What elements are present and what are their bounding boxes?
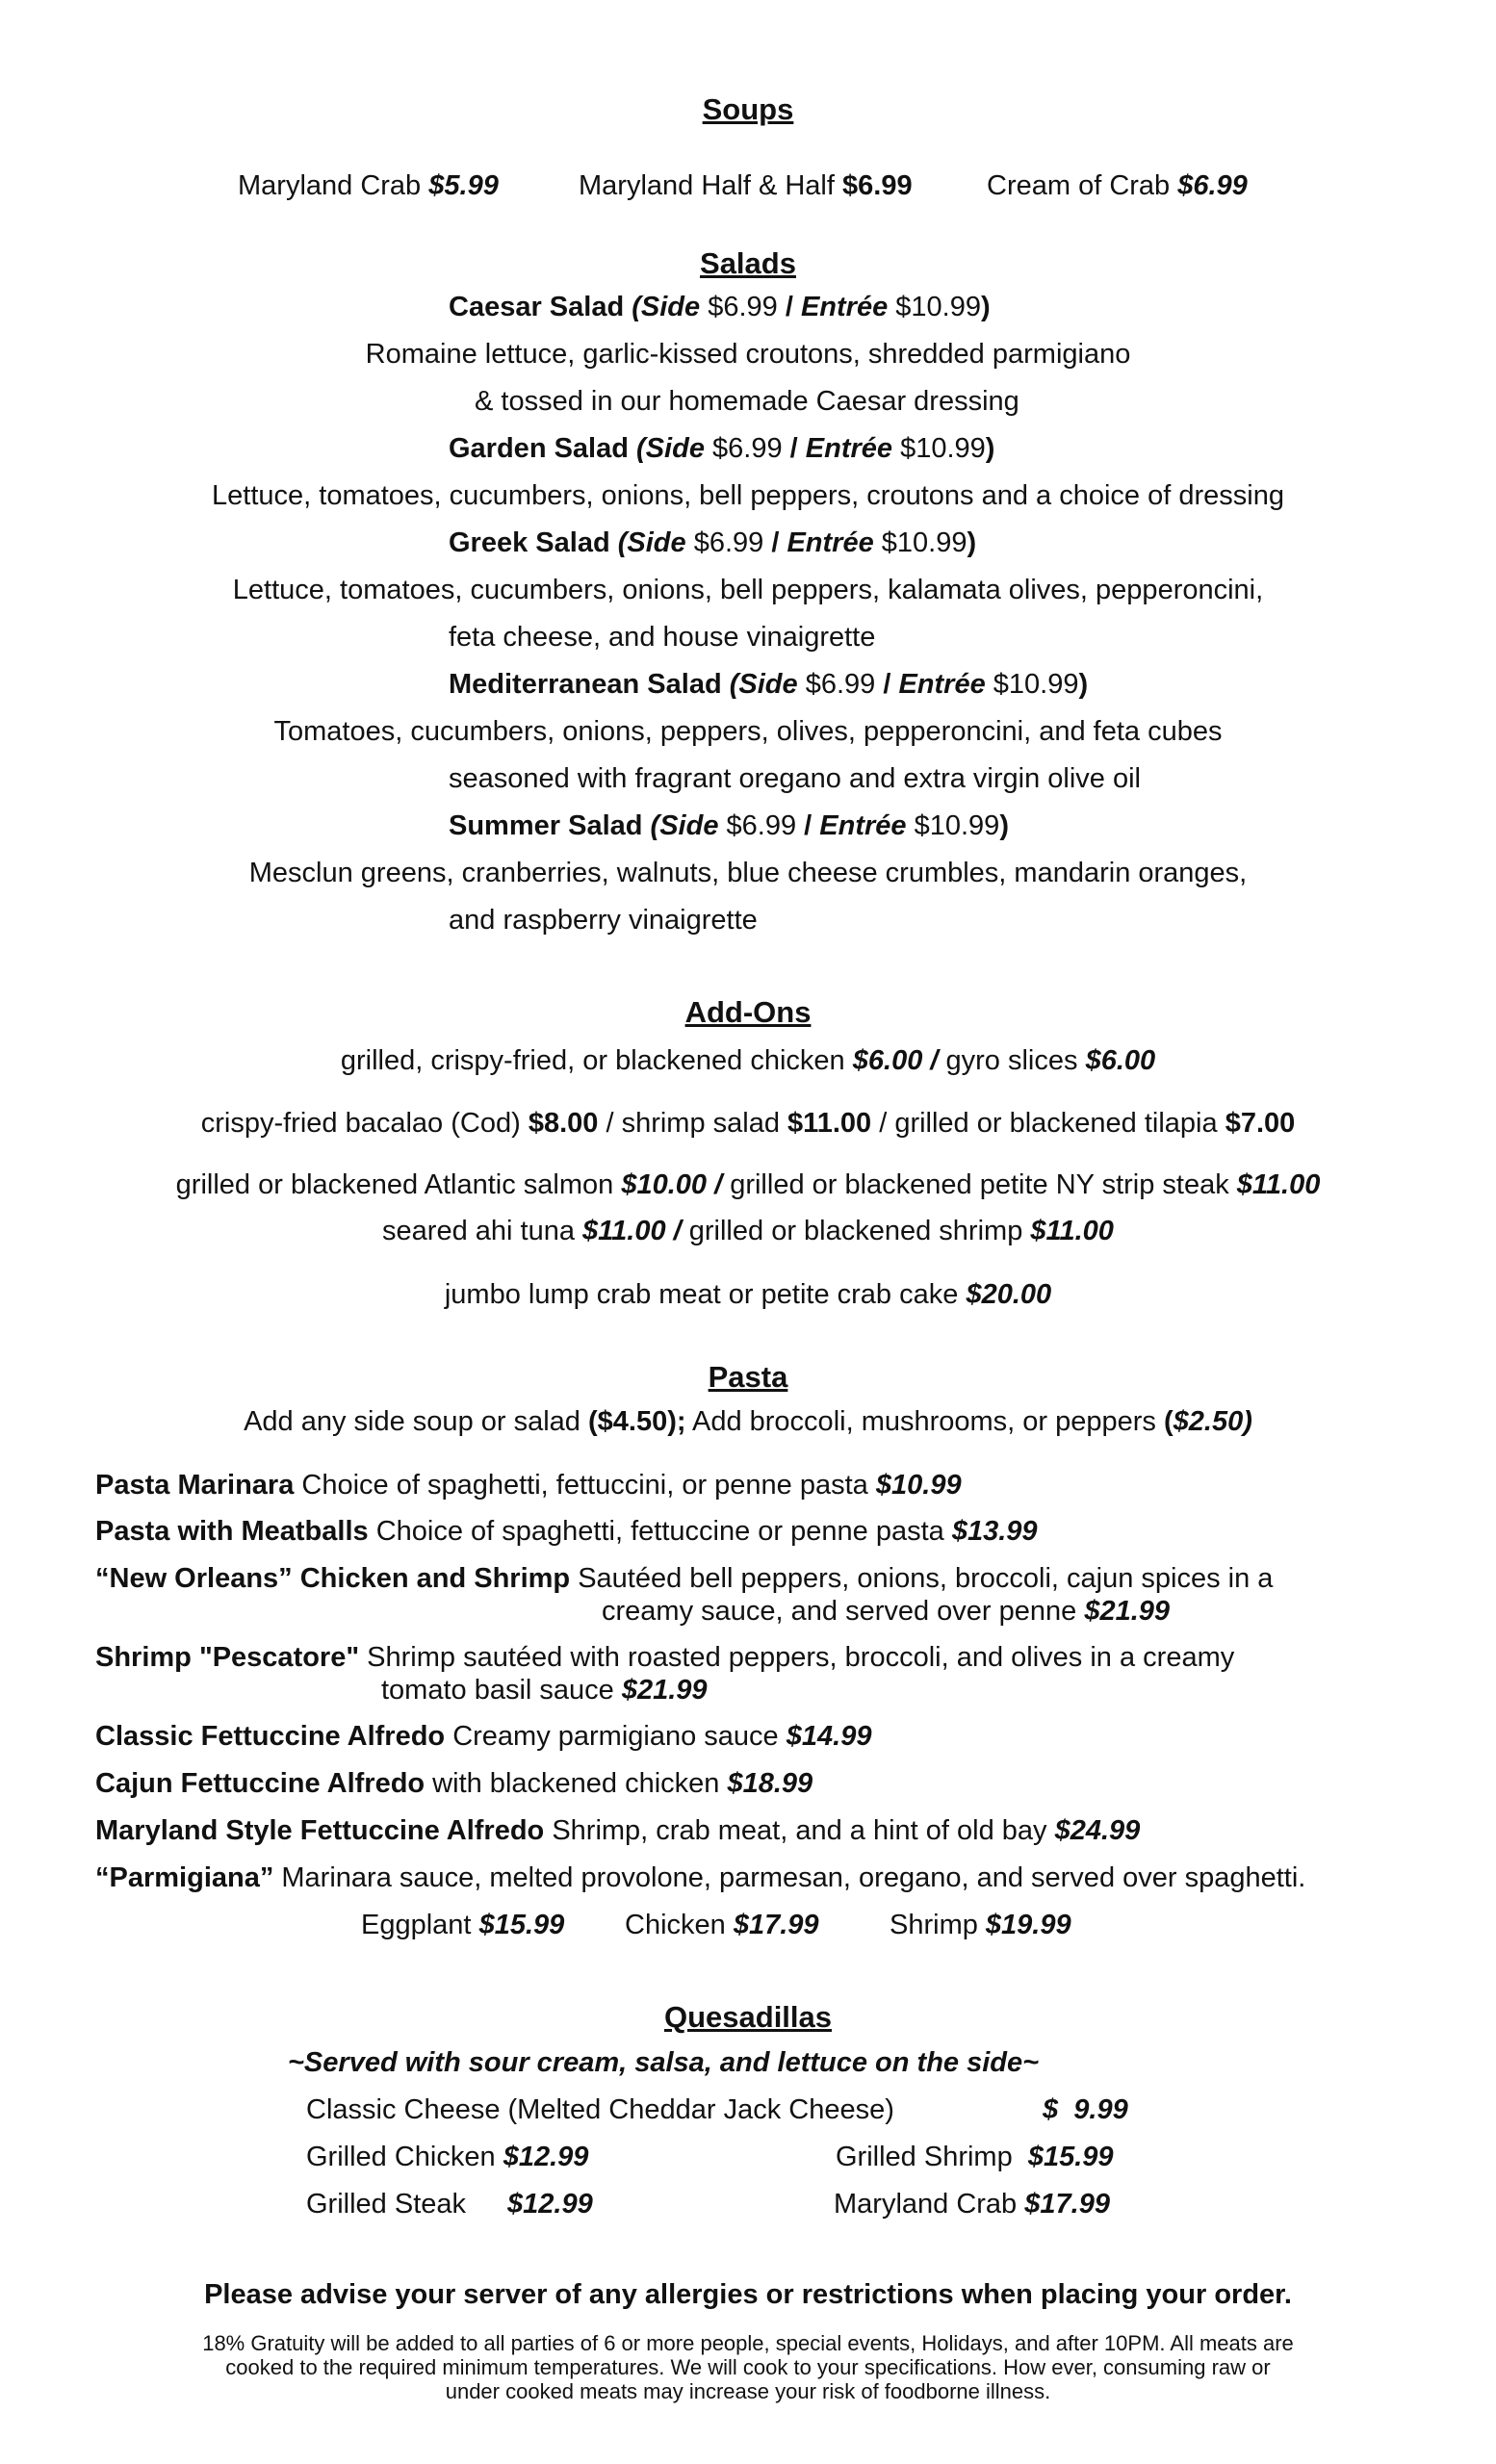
item-name: “New Orleans” Chicken and Shrimp — [95, 1563, 571, 1594]
salad-title: Mediterranean Salad (Side $6.99 / Entrée $10.99) — [449, 669, 1089, 700]
addon-line: grilled, crispy-fried, or blackened chicken $6.00 / gyro slices $6.00 — [340, 1045, 1156, 1076]
item-price: $6.99 — [842, 170, 913, 201]
side-label: Side — [640, 292, 701, 322]
item-name: Caesar Salad — [449, 292, 625, 322]
item-price: $21.99 — [621, 1675, 708, 1706]
item-description: Lettuce, tomatoes, cucumbers, onions, bell peppers, kalamata olives, pepperoncini, — [232, 575, 1264, 605]
item-description: and raspberry vinaigrette — [449, 905, 758, 936]
item-price: $13.99 — [951, 1516, 1038, 1547]
entree-price: $10.99 — [895, 292, 981, 322]
addon-line: crispy-fried bacalao (Cod) $8.00 / shrimp salad $11.00 / grilled or blackened tilapia $7.00 — [200, 1108, 1296, 1139]
side-price: $6.99 — [726, 810, 797, 841]
addon-line: grilled or blackened Atlantic salmon $10.00 / grilled or blackened petite NY strip steak $11.00 — [175, 1169, 1321, 1200]
item-description: Romaine lettuce, garlic-kissed croutons, shredded parmigiano — [365, 339, 1131, 370]
salad-title: Garden Salad (Side $6.99 / Entrée $10.99) — [449, 433, 995, 464]
item-price: $ 9.99 — [1043, 2094, 1128, 2125]
entree-label: Entrée — [800, 292, 889, 322]
entree-label: Entrée — [819, 810, 907, 841]
item-name: Summer Salad — [449, 810, 643, 841]
soups-heading: Soups — [702, 92, 794, 126]
side-label: Side — [627, 527, 686, 558]
item-description: seasoned with fragrant oregano and extra virgin olive oil — [449, 763, 1141, 794]
pasta-note: Add any side soup or salad ($4.50); Add broccoli, mushrooms, or peppers ($2.50) — [244, 1406, 1252, 1437]
item-description: tomato basil sauce — [381, 1675, 622, 1706]
entree-price: $10.99 — [881, 527, 967, 558]
item-price: $14.99 — [786, 1721, 872, 1752]
salad-title: Summer Salad (Side $6.99 / Entrée $10.99) — [449, 810, 1009, 841]
item-name: Maryland Crab — [238, 170, 422, 201]
item-name: Classic Fettuccine Alfredo — [95, 1721, 446, 1752]
item-price: $5.99 — [428, 170, 499, 201]
pasta-item-cont — [602, 1595, 1170, 1628]
item-name: Maryland Style Fettuccine Alfredo — [95, 1815, 545, 1846]
item-description: Sautéed bell peppers, onions, broccoli, cajun spices in a — [570, 1563, 1274, 1594]
quesadilla-item: Classic Cheese (Melted Cheddar Jack Cheese) — [306, 2094, 894, 2125]
item-description: Choice of spaghetti, fettuccini, or penne pasta — [294, 1470, 876, 1501]
item-name: Mediterranean Salad — [449, 669, 722, 700]
item-description: Lettuce, tomatoes, cucumbers, onions, bell peppers, croutons and a choice of dressing — [212, 480, 1284, 511]
addons-heading: Add-Ons — [684, 995, 812, 1029]
entree-price: $10.99 — [914, 810, 1000, 841]
salads-heading: Salads — [700, 246, 796, 280]
side-label: Side — [738, 669, 798, 700]
parm-option: Eggplant $15.99 — [361, 1910, 565, 1940]
item-price: $6.99 — [1177, 170, 1248, 201]
item-description: Choice of spaghetti, fettuccine or penne pasta — [368, 1516, 952, 1547]
entree-price: $10.99 — [900, 433, 986, 464]
item-name: Cream of Crab — [987, 170, 1171, 201]
pasta-item — [95, 1767, 812, 1800]
item-description: Marinara sauce, melted provolone, parmesan, oregano, and served over spaghetti. — [273, 1862, 1306, 1893]
item-name: Maryland Half & Half — [579, 170, 835, 201]
side-price: $6.99 — [805, 669, 876, 700]
item-description: Tomatoes, cucumbers, onions, peppers, olives, pepperoncini, and feta cubes — [273, 716, 1223, 747]
addon-line: seared ahi tuna $11.00 / grilled or blackened shrimp $11.00 — [382, 1216, 1114, 1246]
fine-print: under cooked meats may increase your risk of foodborne illness. — [445, 2379, 1051, 2403]
item-description: creamy sauce, and served over penne — [602, 1596, 1085, 1627]
side-price: $6.99 — [693, 527, 764, 558]
item-description: Shrimp, crab meat, and a hint of old bay — [544, 1815, 1055, 1846]
item-description: with blackened chicken — [425, 1768, 728, 1799]
fine-print: 18% Gratuity will be added to all parties of 6 or more people, special events, Holidays, and after 10PM. All meats are — [202, 2331, 1294, 2355]
pasta-item — [95, 1861, 1305, 1894]
item-name: Cajun Fettuccine Alfredo — [95, 1768, 426, 1799]
item-price: $21.99 — [1084, 1596, 1171, 1627]
quesadilla-item: Grilled Shrimp $15.99 — [836, 2142, 1114, 2172]
item-name: “Parmigiana” — [95, 1862, 274, 1893]
entree-price: $10.99 — [993, 669, 1079, 700]
item-price: $10.99 — [875, 1470, 962, 1501]
item-description: Shrimp sautéed with roasted peppers, broccoli, and olives in a creamy — [359, 1642, 1235, 1673]
pasta-item — [95, 1515, 1038, 1548]
side-price: $6.99 — [712, 433, 783, 464]
menu-item — [579, 169, 913, 202]
fine-print: cooked to the required minimum temperatures. We will cook to your specifications. How ever, consuming raw or — [225, 2355, 1271, 2379]
entree-label: Entrée — [805, 433, 893, 464]
side-label: Side — [659, 810, 719, 841]
item-price: $24.99 — [1054, 1815, 1141, 1846]
item-price: $18.99 — [727, 1768, 813, 1799]
item-name: Greek Salad — [449, 527, 610, 558]
side-label: Side — [645, 433, 705, 464]
pasta-item-cont — [381, 1674, 708, 1707]
quesadillas-heading: Quesadillas — [663, 2000, 833, 2034]
item-name: Pasta Marinara — [95, 1470, 295, 1501]
item-name: Shrimp "Pescatore" — [95, 1642, 360, 1673]
parm-option: Shrimp $19.99 — [890, 1910, 1071, 1940]
item-description: Creamy parmigiano sauce — [445, 1721, 787, 1752]
item-description: Mesclun greens, cranberries, walnuts, blue cheese crumbles, mandarin oranges, — [248, 858, 1248, 888]
pasta-item — [95, 1641, 1234, 1674]
salad-title: Greek Salad (Side $6.99 / Entrée $10.99) — [449, 527, 977, 558]
quesadillas-subtitle: ~Served with sour cream, salsa, and lettuce on the side~ — [288, 2047, 1040, 2078]
side-price: $6.99 — [708, 292, 778, 322]
item-description: & tossed in our homemade Caesar dressing — [475, 386, 1019, 417]
pasta-item — [95, 1469, 962, 1502]
parm-option: Chicken $17.99 — [625, 1910, 819, 1940]
item-name: Pasta with Meatballs — [95, 1516, 369, 1547]
pasta-item — [95, 1814, 1140, 1847]
quesadilla-item: Grilled Chicken $12.99 — [306, 2142, 589, 2172]
salad-title: Caesar Salad (Side $6.99 / Entrée $10.99) — [449, 292, 991, 322]
item-description: feta cheese, and house vinaigrette — [449, 622, 876, 653]
item-name: Garden Salad — [449, 433, 629, 464]
allergy-notice: Please advise your server of any allergies or restrictions when placing your order. — [204, 2279, 1292, 2310]
menu-item — [238, 169, 499, 202]
menu-item — [987, 169, 1248, 202]
item-price: $12.99 — [507, 2189, 593, 2220]
quesadilla-item: Grilled Steak — [306, 2189, 467, 2220]
entree-label: Entrée — [898, 669, 986, 700]
pasta-item — [95, 1562, 1273, 1595]
entree-label: Entrée — [787, 527, 874, 558]
pasta-item — [95, 1720, 871, 1753]
pasta-heading: Pasta — [708, 1360, 788, 1394]
quesadilla-item: Maryland Crab $17.99 — [834, 2189, 1110, 2220]
addon-line: jumbo lump crab meat or petite crab cake $20.00 — [444, 1279, 1052, 1310]
